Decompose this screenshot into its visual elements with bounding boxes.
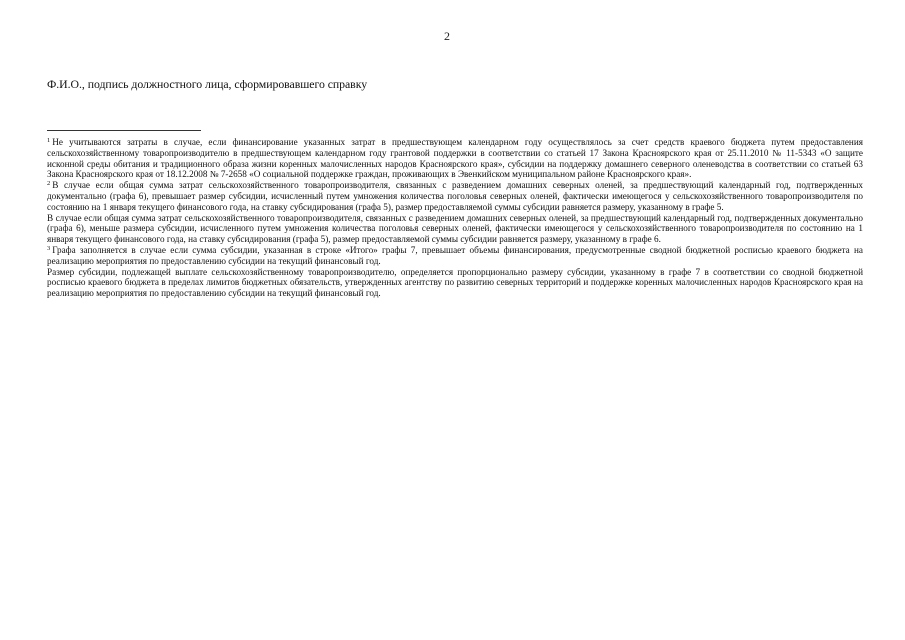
- footnote-2-continuation: [47, 213, 863, 245]
- footnote-2: [47, 180, 863, 212]
- footnotes-block: [47, 137, 863, 299]
- footnote-3-continuation: [47, 267, 863, 299]
- footnote-text: В случае если общая сумма затрат сельскохозяйственного товаропроизводителя, связанных с разведением домашних северных оленей, за предшествующий календарный год, подтвержденных документально (графа 6), превышает размер субсидии, исчисленный путем умножения количества поголовья северных оленей, фактически имеющегося у сельскохозяйственного товаропроизводителя по состоянию на 1 января текущего финансового года, на ставку субсидирования (графа 5), размер предоставляемой суммы субсидии равняется размеру, указанному в графе 5.: [47, 180, 863, 212]
- page-number: 2: [444, 29, 450, 43]
- footnote-text: В случае если общая сумма затрат сельскохозяйственного товаропроизводителя, связанных с разведением домашних северных оленей, за предшествующий календарный год, подтвержденных документально (графа 6), меньше размера субсидии, исчисленного путем умножения количества поголовья северных оленей, фактически имеющегося у сельскохозяйственного товаропроизводителя по состоянию на 1 января текущего финансового года, на ставку субсидирования (графа 5), размер предоставляемой суммы субсидии равняется размеру, указанному в графе 6.: [47, 212, 863, 245]
- signature-label: Ф.И.О., подпись должностного лица, сформировавшего справку: [47, 77, 368, 91]
- footnote-3: [47, 245, 863, 267]
- footnote-mark: 2: [47, 180, 51, 188]
- footnote-text: Не учитываются затраты в случае, если финансирование указанных затрат в предшествующем календарном году осуществлялось за счет средств краевого бюджета путем предоставления сельскохозяйственному товаропроизводителю в предшествующем календарном году грантовой поддержки в соответствии со статьей 17 Закона Красноярского края от 25.11.2010 № 11-5343 «О защите исконной среды обитания и традиционного образа жизни коренных малочисленных народов Красноярского края», субсидии на поддержку домашнего северного оленеводства в соответствии со статьей 63 Закона Красноярского края от 18.12.2008 № 7-2658 «О социальной поддержке граждан, проживающих в Эвенкийском муниципальном районе Красноярского края».: [47, 137, 863, 180]
- footnote-text: Графа заполняется в случае если сумма субсидии, указанная в строке «Итого» графы 7, превышает объемы финансирования, предусмотренные сводной бюджетной росписью краевого бюджета на реализацию мероприятия по предоставлению субсидии на текущий финансовый год.: [47, 244, 863, 266]
- footnote-mark: 3: [47, 244, 51, 252]
- footnote-separator: [47, 130, 201, 131]
- footnote-1: [47, 137, 863, 180]
- footnote-text: Размер субсидии, подлежащей выплате сельскохозяйственному товаропроизводителю, определяется пропорционально размеру субсидии, указанному в графе 7 в соответствии со сводной бюджетной росписью краевого бюджета в пределах лимитов бюджетных обязательств, утвержденных агентству по развитию северных территорий и поддержке коренных малочисленных народов Красноярского края на реализацию мероприятия по предоставлению субсидии на текущий финансовый год.: [47, 266, 863, 299]
- footnote-mark: 1: [47, 137, 51, 144]
